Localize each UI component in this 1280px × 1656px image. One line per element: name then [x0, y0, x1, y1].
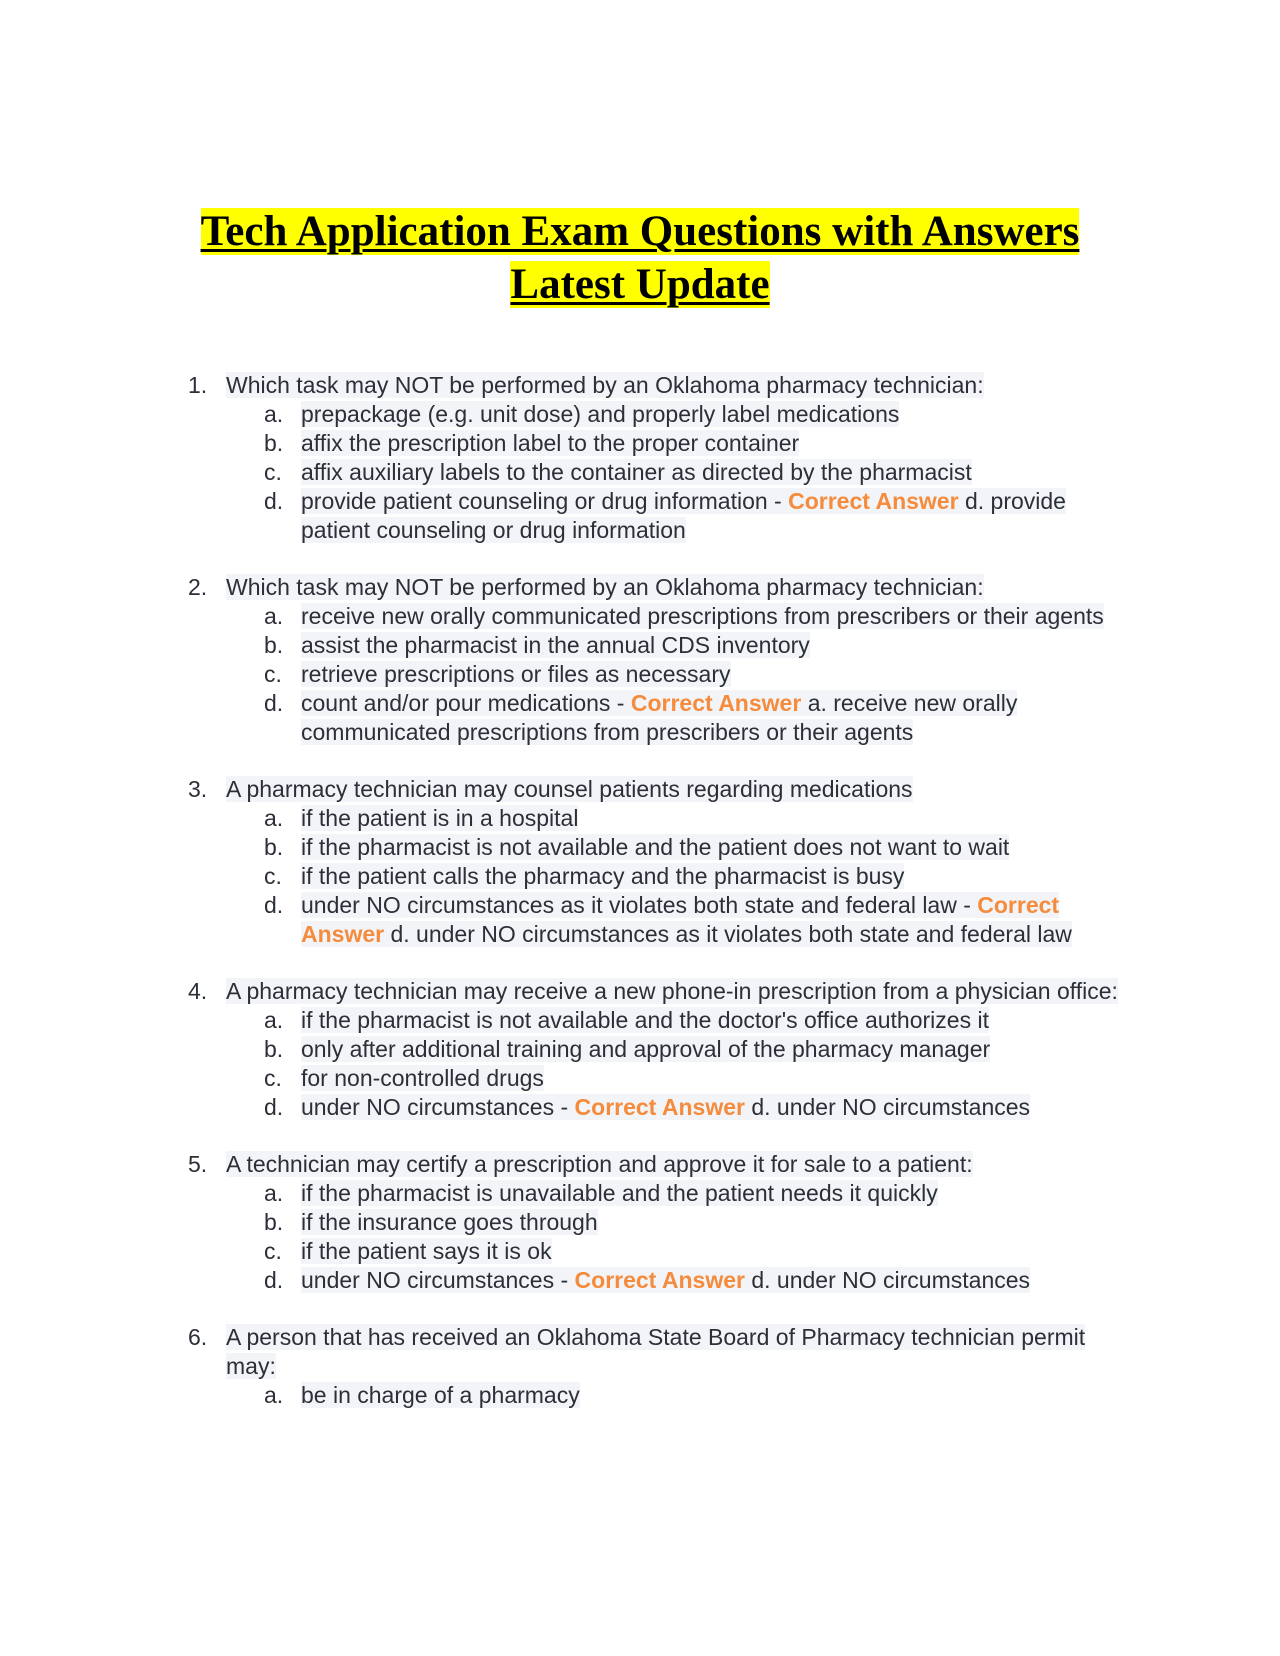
correct-answer-label: Correct Answer [788, 488, 959, 514]
question-number: 3. [188, 776, 208, 802]
question-text: A pharmacy technician may receive a new phone-in prescription from a physician office: [226, 978, 1118, 1004]
option-letter: d. [264, 690, 284, 716]
option-text: retrieve prescriptions or files as necessary [301, 661, 731, 687]
question-item [180, 1150, 1140, 1295]
option-body [301, 863, 904, 889]
answer-option [226, 1006, 1140, 1035]
question-number: 2. [188, 574, 208, 600]
option-list [226, 1179, 1140, 1295]
option-letter: a. [264, 805, 284, 831]
page-title [160, 205, 1120, 311]
option-list [226, 602, 1140, 747]
option-letter: c. [264, 1238, 282, 1264]
answer-option [226, 1208, 1140, 1237]
option-text: for non-controlled drugs [301, 1065, 544, 1091]
question-item [180, 977, 1140, 1122]
option-list [226, 1381, 1140, 1410]
option-letter: d. [264, 488, 284, 514]
answer-option [226, 1093, 1140, 1122]
answer-option [226, 1035, 1140, 1064]
option-letter: b. [264, 834, 284, 860]
option-body [301, 1065, 544, 1091]
correct-answer-text: d. under NO circumstances [751, 1094, 1031, 1120]
option-text: under NO circumstances - [301, 1267, 575, 1293]
question-item [180, 573, 1140, 747]
option-letter: c. [264, 863, 282, 889]
question-number: 1. [188, 372, 208, 398]
option-text: provide patient counseling or drug information - [301, 488, 789, 514]
question-text: A person that has received an Oklahoma State Board of Pharmacy technician permit may: [226, 1324, 1086, 1379]
title-line-1: Tech Application Exam Questions with Answers [200, 208, 1080, 255]
correct-answer-label: Correct Answer [630, 690, 802, 716]
answer-option [226, 891, 1140, 949]
question-number: 4. [188, 978, 208, 1004]
option-text: prepackage (e.g. unit dose) and properly label medications [301, 401, 900, 427]
question-number: 5. [188, 1151, 208, 1177]
option-body [301, 1007, 989, 1033]
answer-option [226, 862, 1140, 891]
option-text: assist the pharmacist in the annual CDS inventory [301, 632, 810, 658]
answer-option [226, 487, 1140, 545]
answer-option [226, 1179, 1140, 1208]
question-text: Which task may NOT be performed by an Oklahoma pharmacy technician: [226, 574, 984, 600]
question-text: A pharmacy technician may counsel patients regarding medications [226, 776, 913, 802]
option-text: be in charge of a pharmacy [301, 1382, 580, 1408]
option-text: if the pharmacist is not available and the patient does not want to wait [301, 834, 1010, 860]
correct-answer-text: d. under NO circumstances as it violates both state and federal law [390, 921, 1072, 947]
correct-answer-label: Correct Answer [574, 1267, 745, 1293]
option-letter: d. [264, 1267, 284, 1293]
option-body [301, 488, 1066, 543]
option-body [301, 661, 731, 687]
option-letter: b. [264, 430, 284, 456]
question-item [180, 1323, 1140, 1410]
answer-option [226, 804, 1140, 833]
option-body [301, 603, 1104, 629]
option-list [226, 1006, 1140, 1122]
question-number: 6. [188, 1324, 208, 1350]
option-text: if the pharmacist is unavailable and the patient needs it quickly [301, 1180, 938, 1206]
option-letter: b. [264, 1209, 284, 1235]
option-body [301, 1267, 1030, 1293]
question-item [180, 371, 1140, 545]
question-list [180, 371, 1140, 1438]
answer-option [226, 1237, 1140, 1266]
option-body [301, 1238, 552, 1264]
option-body [301, 1036, 990, 1062]
option-text: if the patient says it is ok [301, 1238, 552, 1264]
option-letter: a. [264, 401, 284, 427]
correct-answer-text: d. under NO circumstances [751, 1267, 1031, 1293]
option-body [301, 1382, 580, 1408]
answer-option [226, 833, 1140, 862]
option-list [226, 400, 1140, 545]
title-line-2: Latest Update [510, 261, 770, 308]
answer-option [226, 1381, 1140, 1410]
option-body [301, 834, 1009, 860]
option-letter: c. [264, 661, 282, 687]
answer-option [226, 602, 1140, 631]
option-list [226, 804, 1140, 949]
option-body [301, 401, 899, 427]
answer-option [226, 400, 1140, 429]
option-text: if the pharmacist is not available and the doctor's office authorizes it [301, 1007, 989, 1033]
option-text: if the patient calls the pharmacy and the pharmacist is busy [301, 863, 905, 889]
answer-option [226, 660, 1140, 689]
option-body [301, 632, 810, 658]
option-text: receive new orally communicated prescriptions from prescribers or their agents [301, 603, 1104, 629]
option-letter: b. [264, 1036, 284, 1062]
question-item [180, 775, 1140, 949]
option-text: affix auxiliary labels to the container as directed by the pharmacist [301, 459, 972, 485]
option-letter: a. [264, 1007, 284, 1033]
correct-answer-text: a. receive new orally communicated prescriptions from prescribers or their agents [301, 690, 1018, 745]
option-letter: c. [264, 459, 282, 485]
option-text: under NO circumstances - [301, 1094, 575, 1120]
answer-option [226, 1266, 1140, 1295]
option-text: affix the prescription label to the proper container [301, 430, 800, 456]
option-letter: d. [264, 892, 284, 918]
option-letter: c. [264, 1065, 282, 1091]
question-text: A technician may certify a prescription and approve it for sale to a patient: [226, 1151, 973, 1177]
option-text: if the patient is in a hospital [301, 805, 579, 831]
answer-option [226, 631, 1140, 660]
correct-answer-label: Correct Answer [574, 1094, 745, 1120]
option-text: under NO circumstances as it violates both state and federal law - [301, 892, 978, 918]
option-letter: b. [264, 632, 284, 658]
option-body [301, 690, 1017, 745]
question-text: Which task may NOT be performed by an Oklahoma pharmacy technician: [226, 372, 984, 398]
option-letter: a. [264, 603, 284, 629]
option-text: only after additional training and approval of the pharmacy manager [301, 1036, 991, 1062]
option-letter: d. [264, 1094, 284, 1120]
option-letter: a. [264, 1382, 284, 1408]
answer-option [226, 429, 1140, 458]
option-body [301, 430, 799, 456]
answer-option [226, 689, 1140, 747]
correct-answer-label: Correct Answer [301, 892, 1060, 947]
option-body [301, 459, 972, 485]
option-body [301, 1094, 1030, 1120]
answer-option [226, 1064, 1140, 1093]
option-body [301, 805, 578, 831]
option-body [301, 1180, 938, 1206]
answer-option [226, 458, 1140, 487]
option-letter: a. [264, 1180, 284, 1206]
option-body [301, 892, 1072, 947]
option-text: count and/or pour medications - [301, 690, 631, 716]
option-text: if the insurance goes through [301, 1209, 598, 1235]
option-body [301, 1209, 598, 1235]
correct-answer-text: d. provide patient counseling or drug information [301, 488, 1066, 543]
